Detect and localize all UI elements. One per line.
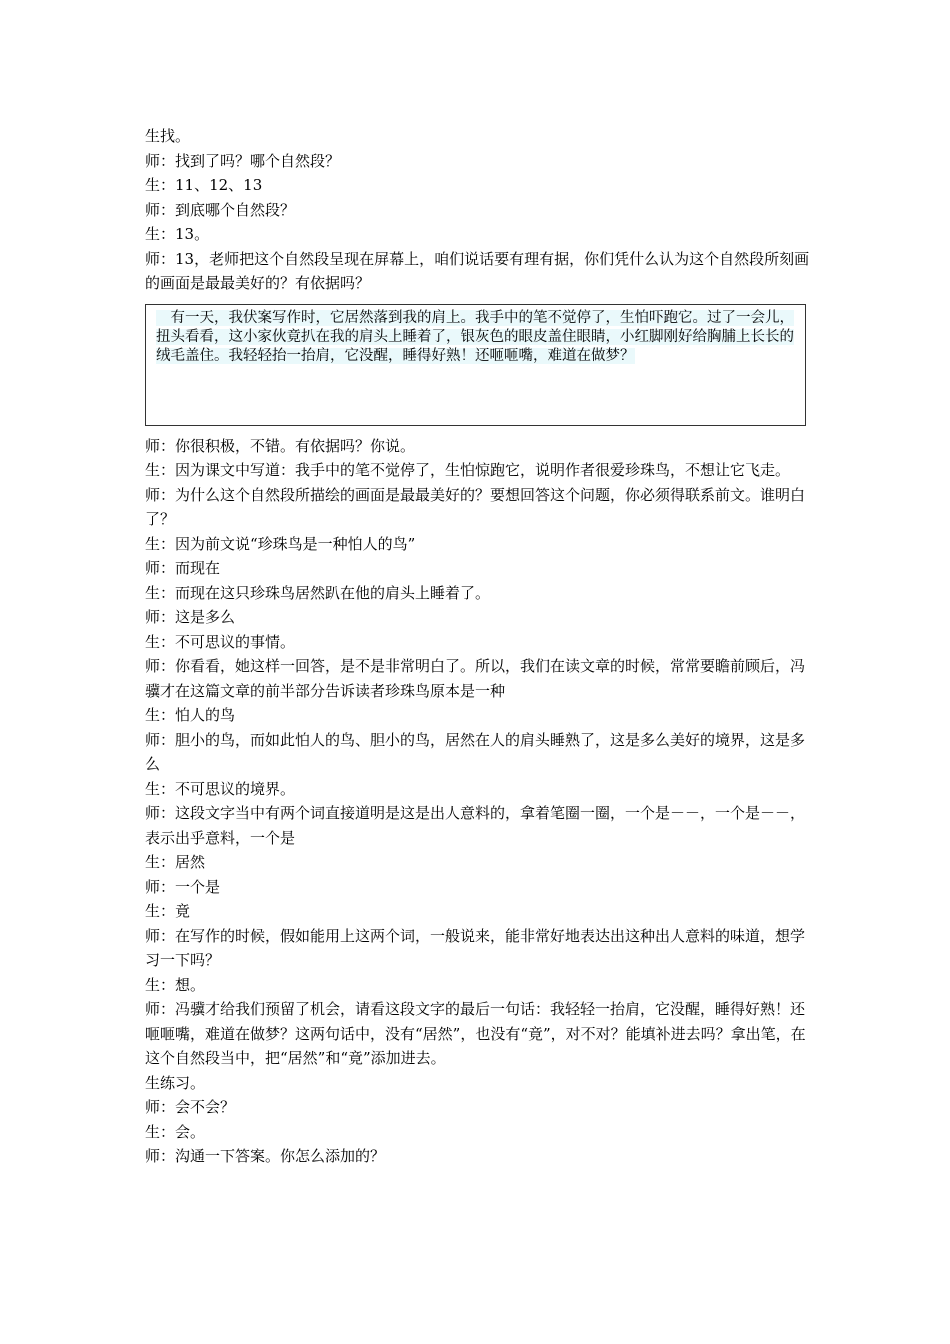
dialogue-line: 师：这是多么: [145, 608, 236, 626]
dialogue-line: 师：找到了吗？哪个自然段？: [145, 151, 341, 170]
dialogue-line: 生：因为前文说“珍珠鸟是一种怕人的鸟”: [145, 534, 416, 553]
dialogue-line: 师：在写作的时候，假如能用上这两个词，一般说来，能非常好地表达出这种出人意料的味道，想学习一下吗？: [145, 926, 806, 969]
dialogue-line: 师：你看看，她这样一回答，是不是非常明白了。所以，我们在读文章的时候，常常要瞻前顾后，冯骥才在这篇文章的前半部分告诉读者珍珠鸟原本是一种: [145, 657, 806, 700]
dialogue-line: 师：这段文字当中有两个词直接道明是这是出人意料的，拿着笔圈一圈，一个是－－，一个是－－，表示出乎意料，一个是: [145, 804, 806, 847]
dialogue-line: 师：沟通一下答案。你怎么添加的？: [145, 1147, 386, 1165]
dialogue-line: 生：想。: [145, 975, 206, 994]
dialogue-line: 师：冯骥才给我们预留了机会，请看这段文字的最后一句话：我轻轻一抬肩，它没醒，睡得好熟！还咂咂嘴，难道在做梦？这两句话中，没有“居然”，也没有“竟”，对不对？能填补进去吗？拿出笔，在这个自然段当中，把“居然”和“竟”添加进去。: [145, 1000, 806, 1067]
dialogue-line: 生找。: [145, 127, 191, 145]
dialogue-line: 生：因为课文中写道：我手中的笔不觉停了，生怕惊跑它，说明作者很爱珍珠鸟，不想让它飞走。: [145, 461, 791, 479]
dialogue-line: 师：你很积极，不错。有依据吗？你说。: [145, 436, 416, 455]
dialogue-line: 师：13，老师把这个自然段呈现在屏幕上，咱们说话要有理有据，你们凭什么认为这个自然段所刻画的画面是最最美好的？有依据吗？: [145, 249, 810, 292]
dialogue-line: 生练习。: [145, 1073, 206, 1092]
dialogue-line: 师：一个是: [145, 877, 221, 896]
dialogue-line: 生：竟: [145, 902, 191, 920]
quoted-paragraph-text: 有一天，我伏案写作时，它居然落到我的肩上。我手中的笔不觉停了，生怕吓跑它。过了一会儿，扭头看看，这小家伙竟扒在我的肩头上睡着了，银灰色的眼皮盖住眼睛，小红脚刚好给胸脯上长长的绒毛盖住。我轻轻抬一抬肩，它没醒，睡得好熟！还咂咂嘴，难道在做梦？: [156, 309, 794, 364]
dialogue-line: 生：11、12、13: [145, 176, 263, 194]
quoted-paragraph-box: [145, 304, 806, 426]
dialogue-line: 师：胆小的鸟，而如此怕人的鸟、胆小的鸟，居然在人的肩头睡熟了，这是多么美好的境界，这是多么: [145, 730, 806, 773]
dialogue-line: 师：会不会？: [145, 1098, 236, 1116]
dialogue-line: 师：为什么这个自然段所描绘的画面是最最美好的？要想回答这个问题，你必须得联系前文。谁明白了？: [145, 485, 806, 528]
quoted-paragraph: [156, 309, 805, 366]
dialogue-line: 师：而现在: [145, 559, 221, 577]
dialogue-line: 生：不可思议的事情。: [145, 632, 296, 651]
dialogue-line: 生：13。: [145, 225, 210, 243]
dialogue-line: 生：而现在这只珍珠鸟居然趴在他的肩头上睡着了。: [145, 583, 491, 602]
dialogue-line: 生：会。: [145, 1122, 206, 1141]
dialogue-line: 师：到底哪个自然段？: [145, 200, 296, 219]
transcript: [145, 124, 810, 1169]
dialogue-line: 生：居然: [145, 853, 206, 871]
dialogue-line: 生：怕人的鸟: [145, 706, 236, 724]
dialogue-line: 生：不可思议的境界。: [145, 779, 296, 798]
